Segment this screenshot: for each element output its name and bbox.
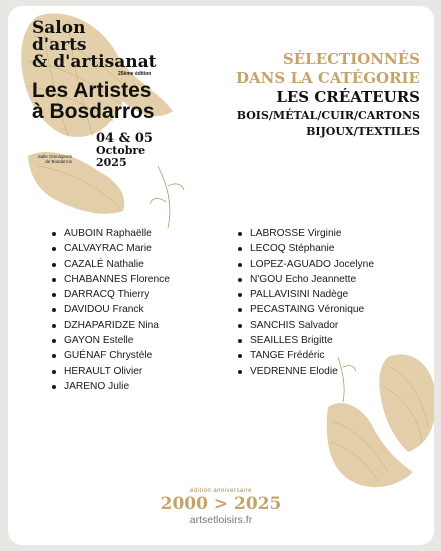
list-item: TANGE Frédéric bbox=[238, 348, 374, 363]
artist-list-right bbox=[238, 226, 374, 379]
list-item: GAYON Estelle bbox=[52, 333, 170, 348]
artist-list-left bbox=[52, 226, 170, 394]
event-logo bbox=[32, 20, 192, 122]
date-year: 2025 bbox=[96, 155, 127, 169]
list-item: JARENO Julie bbox=[52, 379, 170, 394]
list-item: DARRACQ Thierry bbox=[52, 287, 170, 302]
date-days: 04 & 05 bbox=[96, 131, 153, 146]
list-item: LECOQ Stéphanie bbox=[238, 241, 374, 256]
list-item: VEDRENNE Elodie bbox=[238, 364, 374, 379]
date-month: Octobre bbox=[96, 144, 146, 157]
heading-materials-1: BOIS/MÉTAL/CUIR/CARTONS bbox=[236, 108, 420, 122]
list-item: CHABANNES Florence bbox=[52, 272, 170, 287]
list-item: AUBOIN Raphaëlle bbox=[52, 226, 170, 241]
list-item: DAVIDOU Franck bbox=[52, 302, 170, 317]
list-item: CAZALÉ Nathalie bbox=[52, 257, 170, 272]
logo-salon: Salon bbox=[32, 18, 86, 38]
list-item: SANCHIS Salvador bbox=[238, 318, 374, 333]
logo-artisanat: & d'artisanat bbox=[32, 52, 157, 72]
heading-selected: SÉLECTIONNÉS bbox=[282, 50, 420, 68]
list-item: DZHAPARIDZE Nina bbox=[52, 318, 170, 333]
footer-anniversary: édition anniversaire bbox=[189, 488, 253, 494]
list-item: LABROSSE Virginie bbox=[238, 226, 374, 241]
footer-years: 2000 > 2025 bbox=[160, 494, 282, 514]
list-item: PALLAVISINI Nadège bbox=[238, 287, 374, 302]
list-item: CALVAYRAC Marie bbox=[52, 241, 170, 256]
heading-materials-2: BIJOUX/TEXTILES bbox=[306, 125, 420, 139]
footer-website-link[interactable]: artsetloisirs.fr bbox=[189, 514, 253, 526]
list-item: GUÉNAF Chrystèle bbox=[52, 348, 170, 363]
category-heading bbox=[236, 50, 420, 141]
poster bbox=[8, 6, 434, 545]
logo-darts: d'arts bbox=[32, 35, 87, 55]
event-venue: Salle Omnisports de Bosdarros bbox=[37, 154, 72, 164]
heading-category-name: LES CRÉATEURS bbox=[276, 88, 420, 107]
list-item: LOPEZ-AGUADO Jocelyne bbox=[238, 257, 374, 272]
event-dates bbox=[96, 132, 153, 168]
logo-a-bosdarros: à Bosdarros bbox=[32, 100, 155, 123]
heading-in-category: DANS LA CATÉGORIE bbox=[236, 69, 420, 88]
logo-les-artistes: Les Artistes bbox=[32, 79, 152, 102]
logo-edition: 25ème édition bbox=[118, 71, 152, 77]
list-item: PECASTAING Véronique bbox=[238, 302, 374, 317]
list-item: N'GOU Echo Jeannette bbox=[238, 272, 374, 287]
list-item: HERAULT Olivier bbox=[52, 364, 170, 379]
list-item: SEAILLES Brigitte bbox=[238, 333, 374, 348]
